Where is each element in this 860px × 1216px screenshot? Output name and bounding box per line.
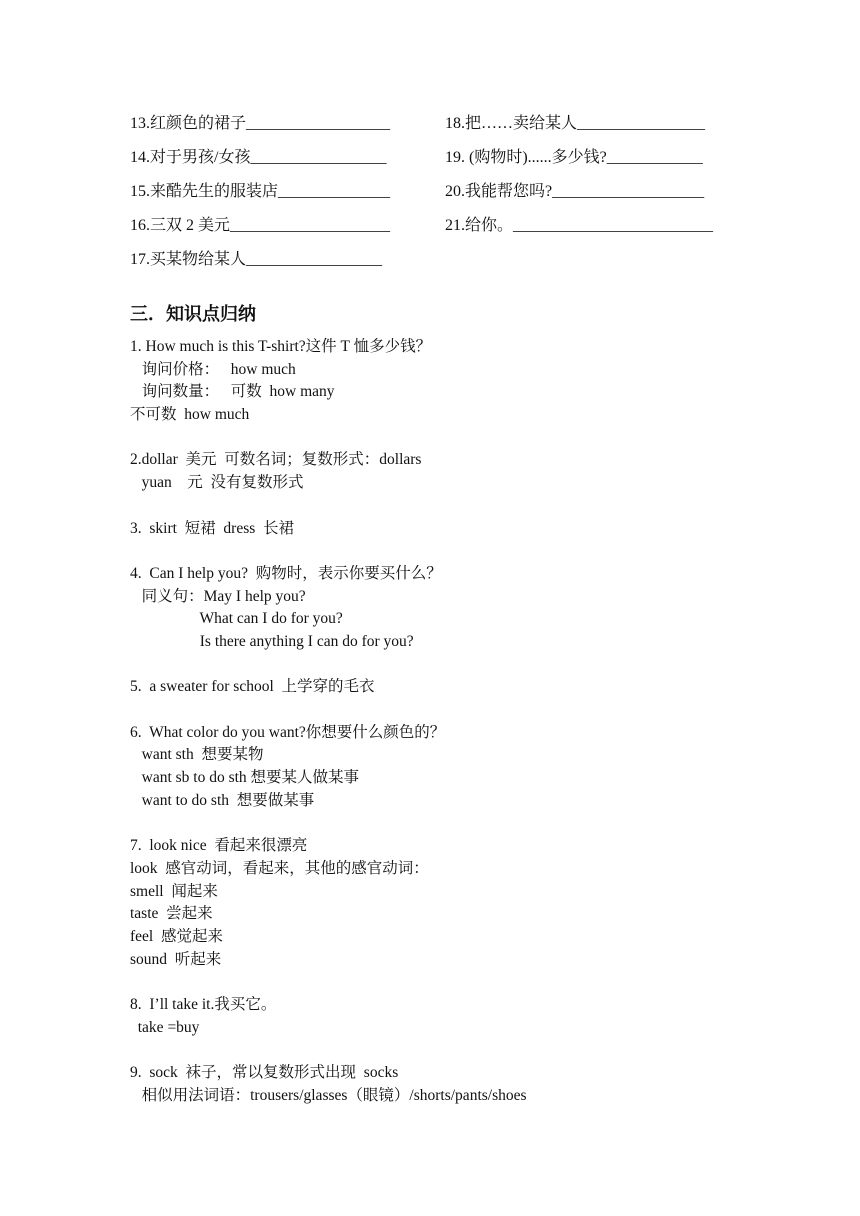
blank-line bbox=[130, 427, 527, 450]
vocab-item-13: 13.红颜色的裙子__________________ bbox=[130, 115, 391, 132]
note-line: 6. What color do you want?你想要什么颜色的？ bbox=[130, 723, 446, 741]
note-line: look 感官动词，看起来，其他的感官动词： bbox=[130, 859, 429, 877]
section-title: 三．知识点归纳 bbox=[130, 304, 256, 325]
note-line: 7. look nice 看起来很漂亮 bbox=[130, 837, 308, 855]
note-line: 4. Can I help you? 购物时，表示你要买什么？ bbox=[130, 564, 442, 582]
blank-line bbox=[130, 540, 527, 563]
blank-line bbox=[130, 812, 527, 835]
vocab-row bbox=[130, 246, 750, 280]
blank-line bbox=[130, 495, 527, 518]
blank-line bbox=[130, 699, 527, 722]
knowledge-notes bbox=[130, 336, 527, 1107]
blank-line bbox=[130, 971, 527, 994]
note-line: smell 闻起来 bbox=[130, 882, 218, 900]
vocab-exercise bbox=[130, 110, 750, 280]
note-line: want to do sth 想要做某事 bbox=[130, 791, 315, 809]
note-line: What can I do for you? bbox=[130, 610, 343, 628]
note-line: feel 感觉起来 bbox=[130, 927, 223, 945]
note-line: 询问价格： how much bbox=[130, 360, 296, 378]
vocab-item-15: 15.来酷先生的服装店______________ bbox=[130, 183, 391, 200]
note-line: 8. I’ll take it.我买它。 bbox=[130, 995, 277, 1013]
note-line: Is there anything I can do for you? bbox=[130, 632, 414, 650]
note-line: 3. skirt 短裙 dress 长裙 bbox=[130, 519, 295, 537]
note-line: 5. a sweater for school 上学穿的毛衣 bbox=[130, 678, 375, 696]
note-line: sound 听起来 bbox=[130, 950, 222, 968]
vocab-item-16: 16.三双 2 美元____________________ bbox=[130, 217, 391, 234]
note-line: 相似用法词语：trousers/glasses（眼镜）/shorts/pants/shoes bbox=[130, 1086, 527, 1104]
note-line: want sth 想要某物 bbox=[130, 746, 264, 764]
note-line: taste 尝起来 bbox=[130, 905, 213, 923]
note-line: want sb to do sth 想要某人做某事 bbox=[130, 769, 360, 787]
note-line: 不可数 how much bbox=[130, 406, 250, 424]
vocab-item-19: 19. (购物时)......多少钱?____________ bbox=[445, 149, 703, 166]
vocab-row bbox=[130, 212, 750, 246]
vocab-item-20: 20.我能帮您吗?___________________ bbox=[445, 183, 705, 200]
note-line: yuan 元 没有复数形式 bbox=[130, 474, 304, 492]
blank-line bbox=[130, 654, 527, 677]
vocab-item-14: 14.对于男孩/女孩_________________ bbox=[130, 149, 387, 166]
note-line: 2.dollar 美元 可数名词；复数形式：dollars bbox=[130, 451, 422, 469]
note-line: 9. sock 袜子，常以复数形式出现 socks bbox=[130, 1064, 399, 1081]
vocab-row bbox=[130, 110, 750, 144]
note-line: 1. How much is this T-shirt?这件 T 恤多少钱？ bbox=[130, 338, 432, 355]
vocab-row bbox=[130, 178, 750, 212]
vocab-item-17: 17.买某物给某人_________________ bbox=[130, 251, 383, 268]
note-line: take =buy bbox=[130, 1018, 200, 1036]
note-line: 询问数量： 可数 how many bbox=[130, 383, 335, 401]
vocab-item-21: 21.给你。_________________________ bbox=[445, 217, 714, 234]
vocab-item-18: 18.把……卖给某人________________ bbox=[445, 115, 706, 132]
blank-line bbox=[130, 1039, 527, 1062]
vocab-row bbox=[130, 144, 750, 178]
note-line: 同义句：May I help you? bbox=[130, 587, 306, 605]
